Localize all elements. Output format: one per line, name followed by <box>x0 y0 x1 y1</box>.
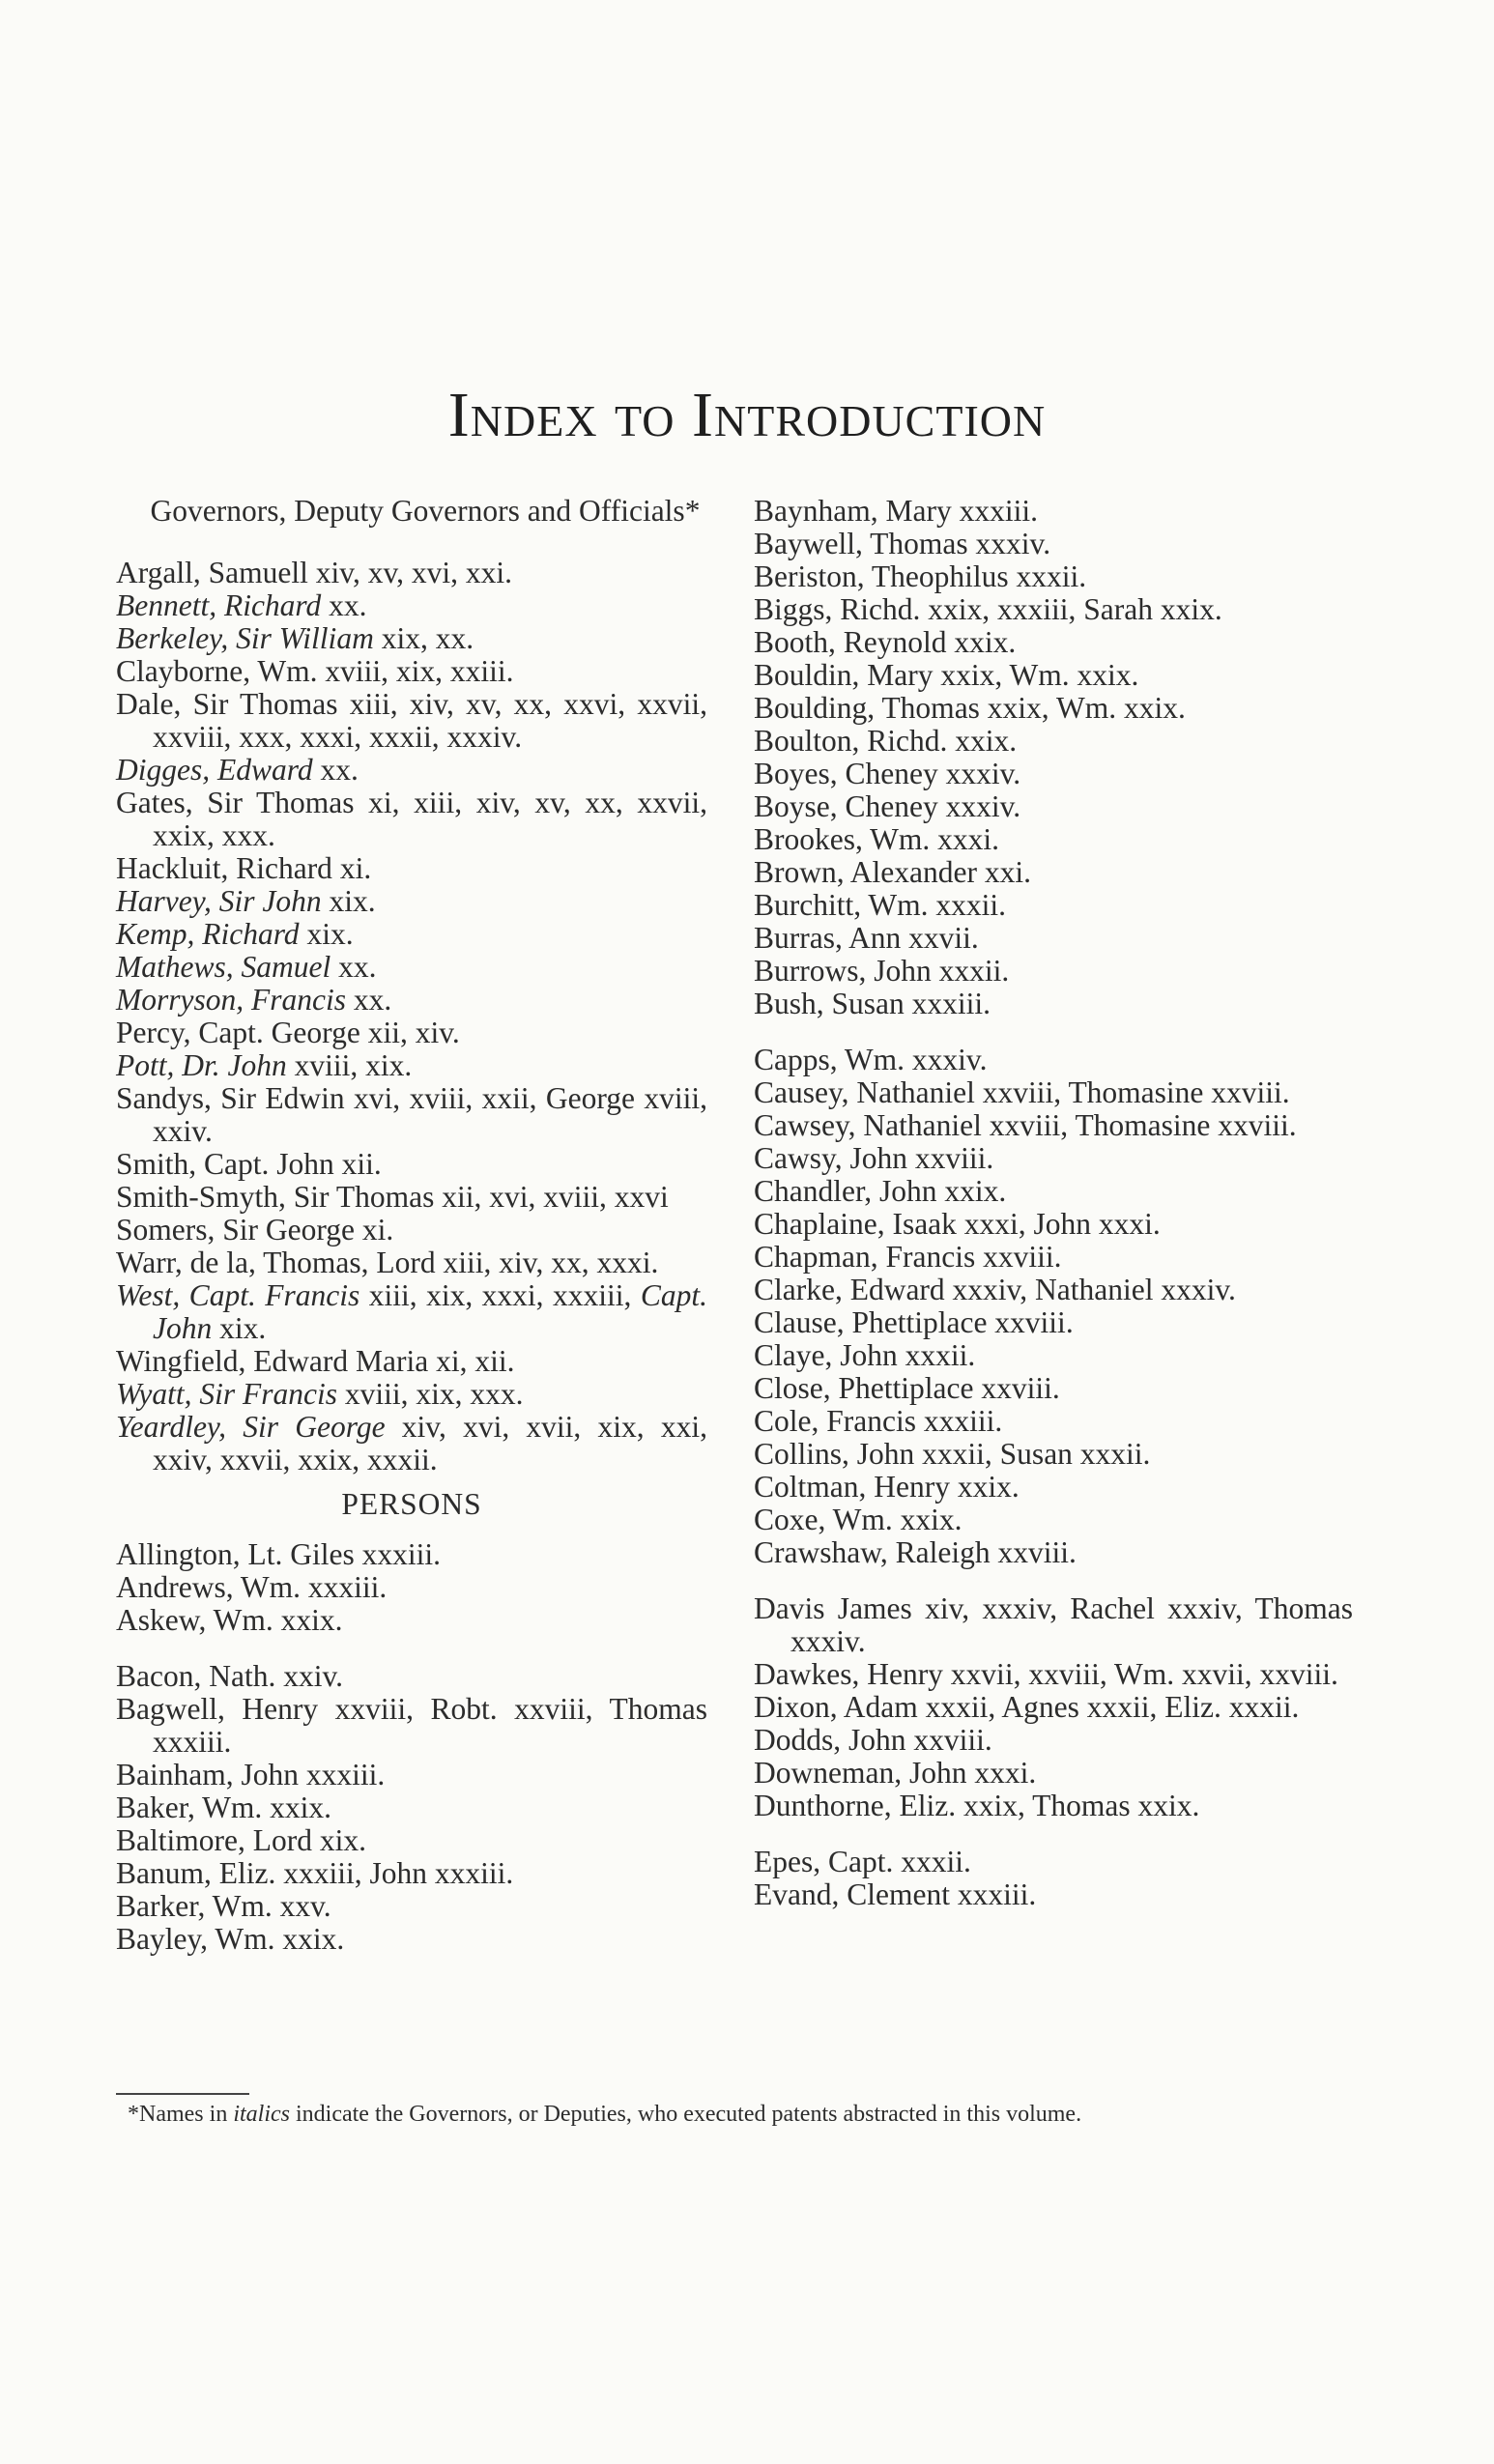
index-entry <box>116 1411 707 1476</box>
index-entry <box>116 1049 707 1082</box>
index-entry: Burras, Ann xxvii. <box>754 921 979 955</box>
index-entry: Bacon, Nath. xxiv. <box>116 1659 344 1693</box>
index-entry: Brown, Alexander xxi. <box>754 855 1031 889</box>
index-entry: Dixon, Adam xxxii, Agnes xxxii, Eliz. xxxii. <box>754 1690 1300 1724</box>
index-entry <box>116 1246 707 1279</box>
entry-name: Warr, de la, Thomas, Lord <box>116 1246 436 1279</box>
index-entry: Capps, Wm. xxxiv. <box>754 1043 988 1076</box>
index-entry <box>116 984 707 1017</box>
entry-name: Bennett, Richard <box>116 588 322 622</box>
index-entry: Clarke, Edward xxxiv, Nathaniel xxxiv. <box>754 1273 1236 1306</box>
index-entry: Brookes, Wm. xxxi. <box>754 822 1000 856</box>
entry-name: Argall, Samuell <box>116 556 308 589</box>
index-entry: Dawkes, Henry xxvii, xxviii, Wm. xxvii, xxviii. <box>754 1657 1338 1691</box>
index-entry <box>116 589 707 622</box>
officials-list <box>116 557 707 1476</box>
index-entry <box>116 688 707 754</box>
entry-name: Wingfield, Edward Maria <box>116 1344 429 1378</box>
entry-refs: xx. <box>346 983 392 1017</box>
index-entry: Crawshaw, Raleigh xxviii. <box>754 1535 1077 1569</box>
index-entry <box>116 1214 707 1246</box>
entry-name: Wyatt, Sir Francis <box>116 1377 337 1411</box>
entry-name: Mathews, Samuel <box>116 950 331 984</box>
officials-heading: Governors, Deputy Governors and Officials* <box>150 494 701 528</box>
index-entry <box>116 787 707 852</box>
entry-refs: xviii, xix, xxiii. <box>317 654 514 688</box>
index-entry <box>116 622 707 655</box>
entry-refs: xix. <box>212 1311 267 1345</box>
entry-refs: xviii, xix, xxx. <box>336 1377 524 1411</box>
entry-name: Yeardley, Sir George <box>116 1410 386 1444</box>
entry-refs: xiii, xix, xxxi, xxxiii, <box>359 1278 632 1312</box>
index-entry: Andrews, Wm. xxxiii. <box>116 1570 388 1604</box>
entry-name: Percy, Capt. George <box>116 1016 360 1049</box>
index-entry: Baker, Wm. xxix. <box>116 1791 331 1824</box>
index-entry: Clause, Phettiplace xxviii. <box>754 1305 1074 1339</box>
entry-refs: xviii, xix. <box>286 1048 413 1082</box>
index-entry: Bouldin, Mary xxix, Wm. xxix. <box>754 658 1139 692</box>
index-entry: Collins, John xxxii, Susan xxxii. <box>754 1437 1151 1471</box>
entry-name: Harvey, Sir John <box>116 884 322 918</box>
index-entry: Barker, Wm. xxv. <box>116 1889 331 1923</box>
index-entry: Banum, Eliz. xxxiii, John xxxiii. <box>116 1856 514 1890</box>
persons-list-d <box>754 1592 1353 1822</box>
index-entry: Dodds, John xxviii. <box>754 1723 992 1757</box>
entry-refs: xix, xx. <box>373 621 474 655</box>
footnote-pre: *Names in <box>128 2102 234 2127</box>
index-entry: Chapman, Francis xxviii. <box>754 1240 1062 1274</box>
entry-refs: xii, xvi, xviii, xxvi <box>434 1180 669 1214</box>
index-entry <box>116 951 707 984</box>
entry-refs: xii, xiv. <box>359 1016 460 1049</box>
index-entry <box>116 557 707 589</box>
index-entry: Close, Phettiplace xxviii. <box>754 1371 1060 1405</box>
entry-refs: xi. <box>355 1213 394 1246</box>
entry-name: Berkeley, Sir William <box>116 621 374 655</box>
index-entry: Bagwell, Henry xxviii, Robt. xxviii, Thomas xxxiii. <box>116 1692 707 1759</box>
entry-refs: xx. <box>312 753 359 787</box>
index-entry: Beriston, Theophilus xxxii. <box>754 559 1087 593</box>
index-entry <box>116 885 707 918</box>
entry-name: Clayborne, Wm. <box>116 654 318 688</box>
entry-refs: xx. <box>321 588 367 622</box>
index-entry: Claye, John xxxii. <box>754 1338 976 1372</box>
persons-list-c <box>754 1044 1353 1569</box>
index-entry: Boyse, Cheney xxxiv. <box>754 789 1021 823</box>
index-entry: Askew, Wm. xxix. <box>116 1603 343 1637</box>
index-entry: Cawsy, John xxviii. <box>754 1141 994 1175</box>
index-entry: Chandler, John xxix. <box>754 1174 1007 1208</box>
index-entry <box>116 918 707 951</box>
index-entry: Epes, Capt. xxxii. <box>754 1845 971 1878</box>
entry-refs: xiv, xv, xvi, xxi. <box>307 556 513 589</box>
index-entry <box>116 1345 707 1378</box>
index-entry: Biggs, Richd. xxix, xxxiii, Sarah xxix. <box>754 592 1222 626</box>
index-entry: Booth, Reynold xxix. <box>754 625 1017 659</box>
entry-refs: xix. <box>321 884 376 918</box>
entry-refs: xiii, xiv, xv, xx, xxvi, xxvii, xxviii, xxx, xxxi, xxxii, xxxiv. <box>153 687 707 754</box>
persons-list-e <box>754 1846 1353 1911</box>
index-entry: Baywell, Thomas xxxiv. <box>754 527 1051 560</box>
right-column <box>754 495 1353 1911</box>
index-entry: Chaplaine, Isaak xxxi, John xxxi. <box>754 1207 1161 1241</box>
entry-name: Digges, Edward <box>116 753 313 787</box>
index-entry: Coxe, Wm. xxix. <box>754 1503 962 1536</box>
entry-name: Hackluit, Richard <box>116 851 332 885</box>
entry-refs: xiv, xvi, xvii, xix, xxi, xxiv, xxvii, xxix, xxxii. <box>153 1410 707 1476</box>
entry-refs: xi. <box>331 851 372 885</box>
entry-refs: xi, xii. <box>428 1344 515 1378</box>
entry-name: Capt. John <box>153 1278 708 1345</box>
index-entry: Burchitt, Wm. xxxii. <box>754 888 1007 922</box>
entry-name: Pott, Dr. John <box>116 1048 287 1082</box>
persons-list-a <box>116 1538 707 1637</box>
entry-name: Somers, Sir George <box>116 1213 356 1246</box>
index-entry: Davis James xiv, xxxiv, Rachel xxxiv, Thomas xxxiv. <box>754 1591 1353 1658</box>
index-entry: Causey, Nathaniel xxviii, Thomasine xxviii. <box>754 1075 1290 1109</box>
index-entry: Allington, Lt. Giles xxxiii. <box>116 1537 441 1571</box>
index-entry: Bush, Susan xxxiii. <box>754 987 991 1020</box>
index-entry: Boulton, Richd. xxix. <box>754 724 1018 758</box>
index-entry: Boulding, Thomas xxix, Wm. xxix. <box>754 691 1186 725</box>
entry-name: Dale, Sir Thomas <box>116 687 338 721</box>
index-entry: Baltimore, Lord xix. <box>116 1823 366 1857</box>
index-entry <box>116 1082 707 1148</box>
index-entry <box>116 1181 707 1214</box>
index-entry: Boyes, Cheney xxxiv. <box>754 757 1021 790</box>
entry-refs: xix. <box>299 917 354 951</box>
entry-refs: xx. <box>330 950 377 984</box>
footnote-post: indicate the Governors, or Deputies, who executed patents abstracted in this volume. <box>289 2102 1082 2127</box>
left-column <box>116 495 707 1956</box>
index-entry: Cole, Francis xxxiii. <box>754 1404 1003 1438</box>
index-entry: Downeman, John xxxi. <box>754 1756 1037 1790</box>
index-entry <box>116 754 707 787</box>
index-entry <box>116 1378 707 1411</box>
index-entry <box>116 852 707 885</box>
entry-refs: xii. <box>333 1147 382 1181</box>
index-entry <box>116 1148 707 1181</box>
index-entry: Baynham, Mary xxxiii. <box>754 494 1038 528</box>
persons-heading: PERSONS <box>341 1487 482 1521</box>
index-entry: Evand, Clement xxxiii. <box>754 1877 1037 1911</box>
entry-name: Morryson, Francis <box>116 983 346 1017</box>
footnote-italic: italics <box>233 2102 290 2127</box>
footnote-rule <box>116 2093 249 2095</box>
persons-list-b <box>116 1660 707 1956</box>
entry-name: West, Capt. Francis <box>116 1278 360 1312</box>
entry-name: Kemp, Richard <box>116 917 300 951</box>
index-entry: Bayley, Wm. xxix. <box>116 1922 345 1956</box>
entry-name: Smith-Smyth, Sir Thomas <box>116 1180 435 1214</box>
index-entry <box>116 655 707 688</box>
entry-refs: xvi, xviii, xxii, George xviii, xxiv. <box>153 1081 707 1148</box>
index-entry: Bainham, John xxxiii. <box>116 1758 386 1791</box>
index-entry: Cawsey, Nathaniel xxviii, Thomasine xxviii. <box>754 1108 1297 1142</box>
page-title: Index to Introduction <box>447 380 1047 450</box>
entry-name: Smith, Capt. John <box>116 1147 334 1181</box>
index-entry <box>116 1017 707 1049</box>
entry-refs: xi, xiii, xiv, xv, xx, xxvii, xxix, xxx. <box>153 786 708 852</box>
index-entry <box>116 1279 707 1345</box>
footnote <box>116 2103 1343 2126</box>
entry-refs: xiii, xiv, xx, xxxi. <box>435 1246 659 1279</box>
entry-name: Sandys, Sir Edwin <box>116 1081 345 1115</box>
entry-name: Gates, Sir Thomas <box>116 786 355 819</box>
persons-list-b-cont <box>754 495 1353 1020</box>
index-entry: Coltman, Henry xxix. <box>754 1470 1020 1504</box>
index-entry: Burrows, John xxxii. <box>754 954 1010 988</box>
index-entry: Dunthorne, Eliz. xxix, Thomas xxix. <box>754 1789 1200 1822</box>
